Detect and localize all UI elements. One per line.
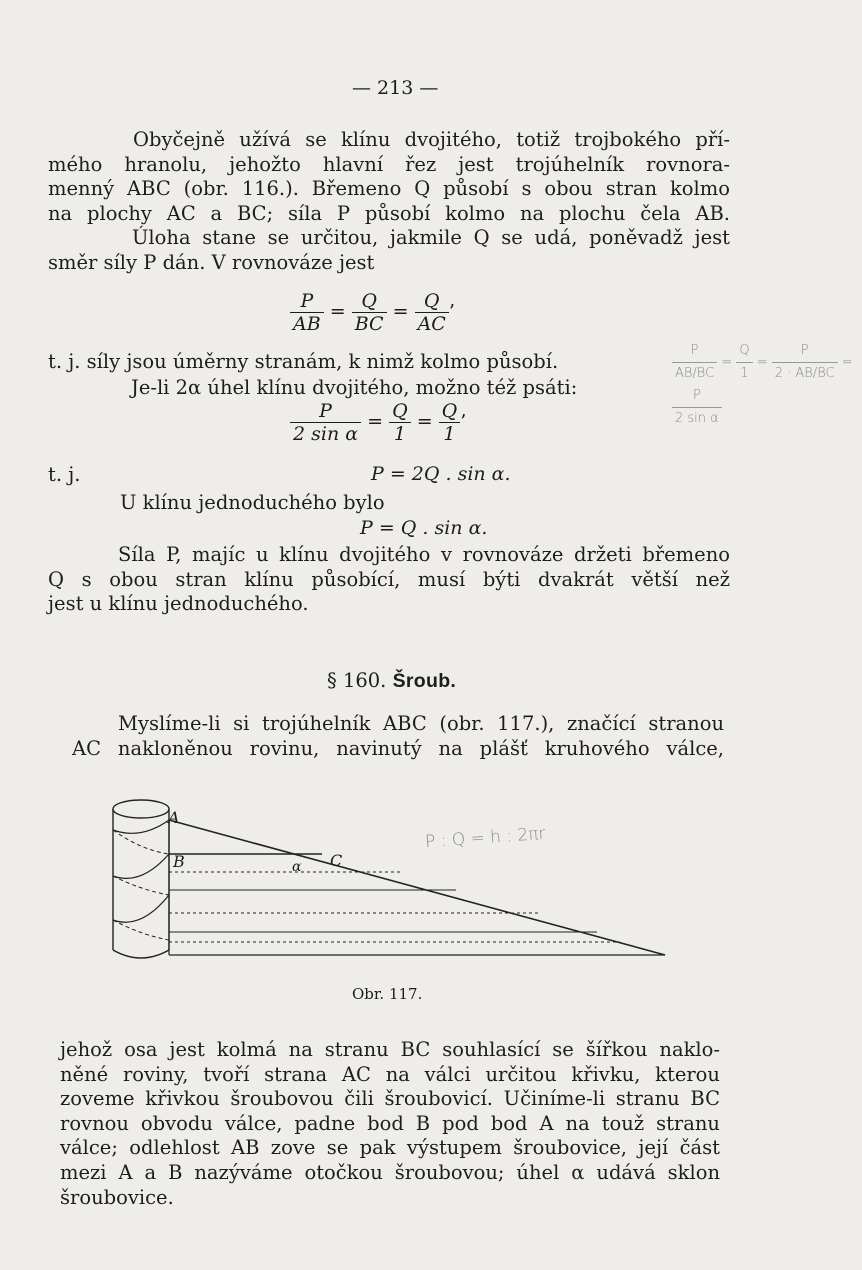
paragraph-5 (72, 712, 724, 761)
paragraph-6 (60, 1038, 720, 1210)
section-title: Šroub. (392, 670, 457, 692)
text-line: menný ABC (obr. 116.). Břemeno Q působí s obou stran kolmo (48, 177, 730, 201)
text-line: mezi A a B nazýváme otočkou šroubovou; úhel α udává sklon (60, 1160, 720, 1184)
fraction: $\frac{Q}{BC}$ (352, 290, 387, 335)
fraction: $\frac{P}{\text{2 sin α}}$ (290, 400, 361, 445)
text-line: směr síly P dán. V rovnováze jest (48, 250, 375, 274)
text-line: zoveme křivkou šroubovou čili šroubovicí. Učiníme-li stranu BC (60, 1087, 720, 1111)
equation-1: $\frac{P}{AB}$ = $\frac{Q}{BC}$ = $\frac{Q}{AC}$ ’ (290, 290, 455, 335)
text-line: něné roviny, tvoří strana AC na válci určitou křivku, kterou (60, 1062, 720, 1086)
text-line: Je-li 2α úhel klínu dvojitého, možno též psáti: (131, 376, 578, 399)
text-line: Q s obou stran klínu působící, musí býti dvakrát větší než (48, 567, 730, 591)
text-line: Úloha stane se určitou, jakmile Q se udá, poněvadž jest (132, 226, 730, 250)
fraction: $\frac{Q}{1}$ (389, 400, 411, 445)
screw-figure (100, 790, 700, 980)
text-line: šroubovice. (60, 1185, 174, 1209)
equation-2: $\frac{P}{\text{2 sin α}}$ = $\frac{Q}{1}$ = $\frac{Q}{1}$ ’ (290, 400, 466, 445)
text-line: AC nakloněnou rovinu, navinutý na plášť kruhového válce, (72, 736, 724, 760)
fraction: $\frac{Q}{AC}$ (415, 290, 449, 335)
text-line: Obyčejně užívá se klínu dvojitého, totiž trojbokého pří- (133, 128, 730, 151)
section-heading (327, 669, 456, 693)
text-line: U klínu jednoduchého bylo (120, 491, 385, 514)
text-line: Síla P, majíc u klínu dvojitého v rovnováze držeti břemeno (118, 543, 730, 566)
figure-label-alpha: α (292, 859, 302, 875)
paragraph-1 (48, 128, 730, 276)
figure-label-a: A (168, 808, 180, 827)
paragraph-4 (48, 543, 730, 617)
text-line: jest u klínu jednoduchého. (48, 592, 309, 616)
pencil-note: P : Q = h : 2πr (424, 823, 547, 853)
text-line: jehož osa jest kolmá na stranu BC souhlasící se šířkou naklo- (60, 1038, 720, 1061)
margin-pencil-notes: $\frac{P}{AB/BC}$ = $\frac{Q}{1}$ = $\frac{P}{2 \cdot AB/BC}$ = $\frac{P}{\text{2 sin α}}$ (672, 340, 862, 430)
figure-caption: Obr. 117. (352, 985, 423, 1003)
text-line: Myslíme-li si trojúhelník ABC (obr. 117.), značící stranou (118, 712, 724, 735)
equation-3: P = 2Q . sin α. (371, 463, 511, 485)
fraction: $\frac{Q}{1}$ (439, 400, 461, 445)
text-line: rovnou obvodu válce, padne bod B pod bod A na touž stranu (60, 1111, 720, 1135)
text-line: t. j. síly jsou úměrny stranám, k nimž kolmo působí. (48, 350, 559, 373)
text-line: válce; odlehlost AB zove se pak výstupem šroubovice, její část (60, 1136, 720, 1160)
eq-prefix: t. j. (48, 463, 81, 486)
text-line: mého hranolu, jehožto hlavní řez jest trojúhelník rovnora- (48, 152, 730, 176)
section-number: § 160. (327, 669, 387, 692)
fraction: $\frac{P}{AB}$ (290, 290, 324, 335)
equation-4: P = Q . sin α. (360, 517, 488, 539)
page-number: — 213 — (352, 77, 439, 99)
figure-label-b: B (173, 852, 185, 871)
figure-label-c: C (330, 851, 343, 870)
text-line: na plochy AC a BC; síla P působí kolmo na plochu čela AB. (48, 201, 730, 225)
